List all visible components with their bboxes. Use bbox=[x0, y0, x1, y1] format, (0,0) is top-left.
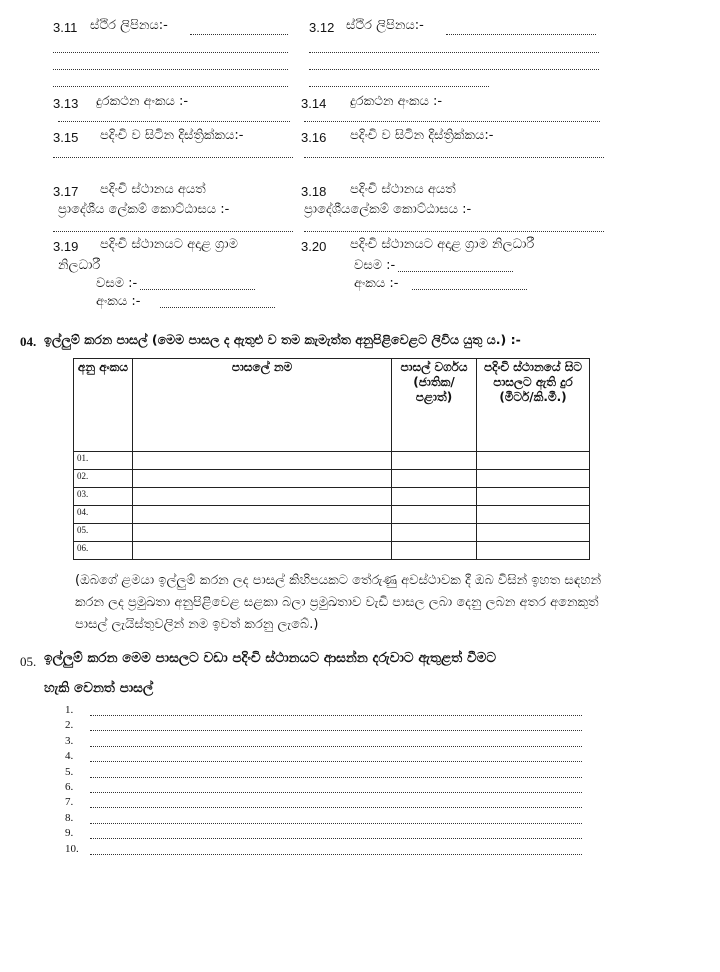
field-label: දුරකථන අංකය :- bbox=[350, 94, 443, 109]
wasama-label: වසම :- bbox=[354, 258, 396, 273]
distance-cell[interactable] bbox=[477, 488, 590, 506]
school-type-cell[interactable] bbox=[392, 470, 477, 488]
distance-cell[interactable] bbox=[477, 542, 590, 560]
address-line[interactable] bbox=[309, 69, 599, 70]
address-line[interactable] bbox=[309, 86, 489, 87]
list-item-number: 2. bbox=[65, 719, 74, 732]
row-number: 06. bbox=[74, 542, 133, 560]
list-item-line[interactable] bbox=[90, 730, 582, 731]
field-label: පදිංචි ව සිටින දිස්ත්‍රික්කය:- bbox=[100, 128, 244, 143]
table-row bbox=[74, 470, 590, 488]
school-type-cell[interactable] bbox=[392, 542, 477, 560]
division-line[interactable] bbox=[53, 231, 293, 232]
address-line[interactable] bbox=[446, 34, 596, 35]
distance-cell[interactable] bbox=[477, 524, 590, 542]
ankaya-label: අංකය :- bbox=[96, 294, 141, 309]
list-item-number: 6. bbox=[65, 781, 74, 793]
list-item-number: 9. bbox=[65, 827, 74, 840]
list-item-number: 8. bbox=[65, 811, 74, 824]
list-item-number: 10. bbox=[65, 842, 79, 855]
item-number: 3.18 bbox=[301, 184, 327, 199]
item-number: 3.20 bbox=[301, 239, 327, 254]
distance-cell[interactable] bbox=[477, 506, 590, 524]
item-number: 3.19 bbox=[53, 239, 79, 254]
header-school-name: පාසලේ නම bbox=[133, 359, 392, 452]
header-school-type: පාසල් වර්ගය (ජාතික/ පළාත්) bbox=[392, 359, 477, 452]
item-number: 3.17 bbox=[53, 184, 79, 199]
field-label: පදිංචි ස්ථානයට අදාළ ග්‍රාම bbox=[100, 237, 238, 252]
list-item-line[interactable] bbox=[90, 715, 582, 716]
address-line[interactable] bbox=[53, 52, 288, 53]
section-title: ඉල්ලුම් කරන පාසල් (මෙම පාසල ද ඇතුළු ව තම කැමැත්ත අනුපිළිවෙළට ලිවිය යුතු ය.) :- bbox=[44, 332, 521, 347]
ankaya-line[interactable] bbox=[412, 289, 527, 290]
section-number: 05. bbox=[20, 654, 37, 669]
address-line[interactable] bbox=[53, 69, 288, 70]
list-item-line[interactable] bbox=[90, 823, 582, 824]
table-row bbox=[74, 524, 590, 542]
school-name-cell[interactable] bbox=[133, 506, 392, 524]
list-item-line[interactable] bbox=[90, 854, 582, 855]
school-preference-table bbox=[73, 358, 590, 560]
list-item-number: 4. bbox=[65, 750, 74, 763]
row-number: 03. bbox=[74, 488, 133, 506]
list-item-line[interactable] bbox=[90, 777, 582, 778]
table-row bbox=[74, 452, 590, 470]
school-name-cell[interactable] bbox=[133, 524, 392, 542]
list-item-line[interactable] bbox=[90, 761, 582, 762]
phone-line[interactable] bbox=[304, 121, 600, 122]
school-name-cell[interactable] bbox=[133, 470, 392, 488]
phone-line[interactable] bbox=[58, 121, 290, 122]
table-row bbox=[74, 506, 590, 524]
field-label: ප්‍රාදේශීය ලේකම් කොට්ඨාසය :- bbox=[58, 202, 230, 217]
school-name-cell[interactable] bbox=[133, 452, 392, 470]
division-line[interactable] bbox=[304, 231, 604, 232]
list-item-line[interactable] bbox=[90, 746, 582, 747]
row-number: 01. bbox=[74, 452, 133, 470]
district-line[interactable] bbox=[304, 157, 604, 158]
distance-cell[interactable] bbox=[477, 452, 590, 470]
section-number: 04. bbox=[20, 334, 37, 349]
item-number: 3.12 bbox=[309, 20, 335, 35]
wasama-label: වසම :- bbox=[96, 276, 138, 291]
list-item-line[interactable] bbox=[90, 792, 582, 793]
item-number: 3.11 bbox=[53, 20, 78, 35]
address-line[interactable] bbox=[190, 34, 288, 35]
field-label: දුරකථන අංකය :- bbox=[96, 94, 189, 109]
ankaya-line[interactable] bbox=[160, 307, 275, 308]
field-label: ස්ථිර ලිපිනය:- bbox=[346, 18, 424, 33]
row-number: 05. bbox=[74, 524, 133, 542]
school-type-cell[interactable] bbox=[392, 488, 477, 506]
field-label: නිලධාරී bbox=[58, 258, 101, 273]
ankaya-label: අංකය :- bbox=[354, 276, 399, 291]
field-label: ප්‍රාදේශීයලේකම් කොට්ඨාසය :- bbox=[304, 202, 472, 217]
list-item-number: 5. bbox=[65, 765, 74, 778]
list-item-line[interactable] bbox=[90, 807, 582, 808]
list-item-number: 1. bbox=[65, 704, 74, 716]
field-label: පදිංචි ස්ථානයට අදාළ ග්‍රාම නිලධාරී bbox=[350, 237, 535, 252]
field-label: ස්ථිර ලිපිනය:- bbox=[90, 18, 168, 33]
header-serial: අනු අංකය bbox=[74, 359, 133, 452]
list-item-number: 3. bbox=[65, 734, 74, 747]
field-label: පදිංචි ස්ථානය අයත් bbox=[100, 182, 206, 197]
table-row bbox=[74, 488, 590, 506]
address-line[interactable] bbox=[53, 86, 288, 87]
wasama-line[interactable] bbox=[398, 271, 513, 272]
row-number: 02. bbox=[74, 470, 133, 488]
field-label: පදිංචි ව සිටින දිස්ත්‍රික්කය:- bbox=[350, 128, 494, 143]
school-type-cell[interactable] bbox=[392, 524, 477, 542]
district-line[interactable] bbox=[53, 157, 293, 158]
wasama-line[interactable] bbox=[140, 289, 255, 290]
school-type-cell[interactable] bbox=[392, 452, 477, 470]
section-title: ඉල්ලුම් කරන මෙම පාසලට වඩා පදිංචි ස්ථානයට ආසන්න දරුවාට ඇතුළත් වීමට bbox=[44, 650, 497, 666]
school-type-cell[interactable] bbox=[392, 506, 477, 524]
list-item-number: 7. bbox=[65, 796, 74, 809]
list-item-line[interactable] bbox=[90, 838, 582, 839]
field-label: පදිංචි ස්ථානය අයත් bbox=[350, 182, 456, 197]
priority-note: (ඔබගේ ළමයා ඉල්ලුම් කරන ලද පාසල් කිහිපයකට තේරුණු අවස්ථාවක දී ඔබ විසින් ඉහත සඳහන් කරන ලද ප්‍රමුඛතා අනුපිළිවෙළ සළකා බලා ප්‍රමුඛතාව වැඩි පාසල ලබා දෙනු ලබන අතර අනෙකුත් පාසල් ලැයිස්තුවලින් නම ඉවත් කරනු ලැබේ.) bbox=[75, 573, 602, 632]
header-distance: පදිංචි ස්ථානයේ සිට පාසලට ඇති දුර (මීටර්/කි.මී.) bbox=[477, 359, 590, 452]
school-name-cell[interactable] bbox=[133, 488, 392, 506]
table-row bbox=[74, 542, 590, 560]
item-number: 3.15 bbox=[53, 130, 79, 145]
distance-cell[interactable] bbox=[477, 470, 590, 488]
item-number: 3.16 bbox=[301, 130, 327, 145]
item-number: 3.13 bbox=[53, 96, 79, 111]
item-number: 3.14 bbox=[301, 96, 327, 111]
address-line[interactable] bbox=[309, 52, 599, 53]
school-name-cell[interactable] bbox=[133, 542, 392, 560]
row-number: 04. bbox=[74, 506, 133, 524]
section-title-cont: හැකි වෙනත් පාසල් bbox=[44, 680, 154, 696]
